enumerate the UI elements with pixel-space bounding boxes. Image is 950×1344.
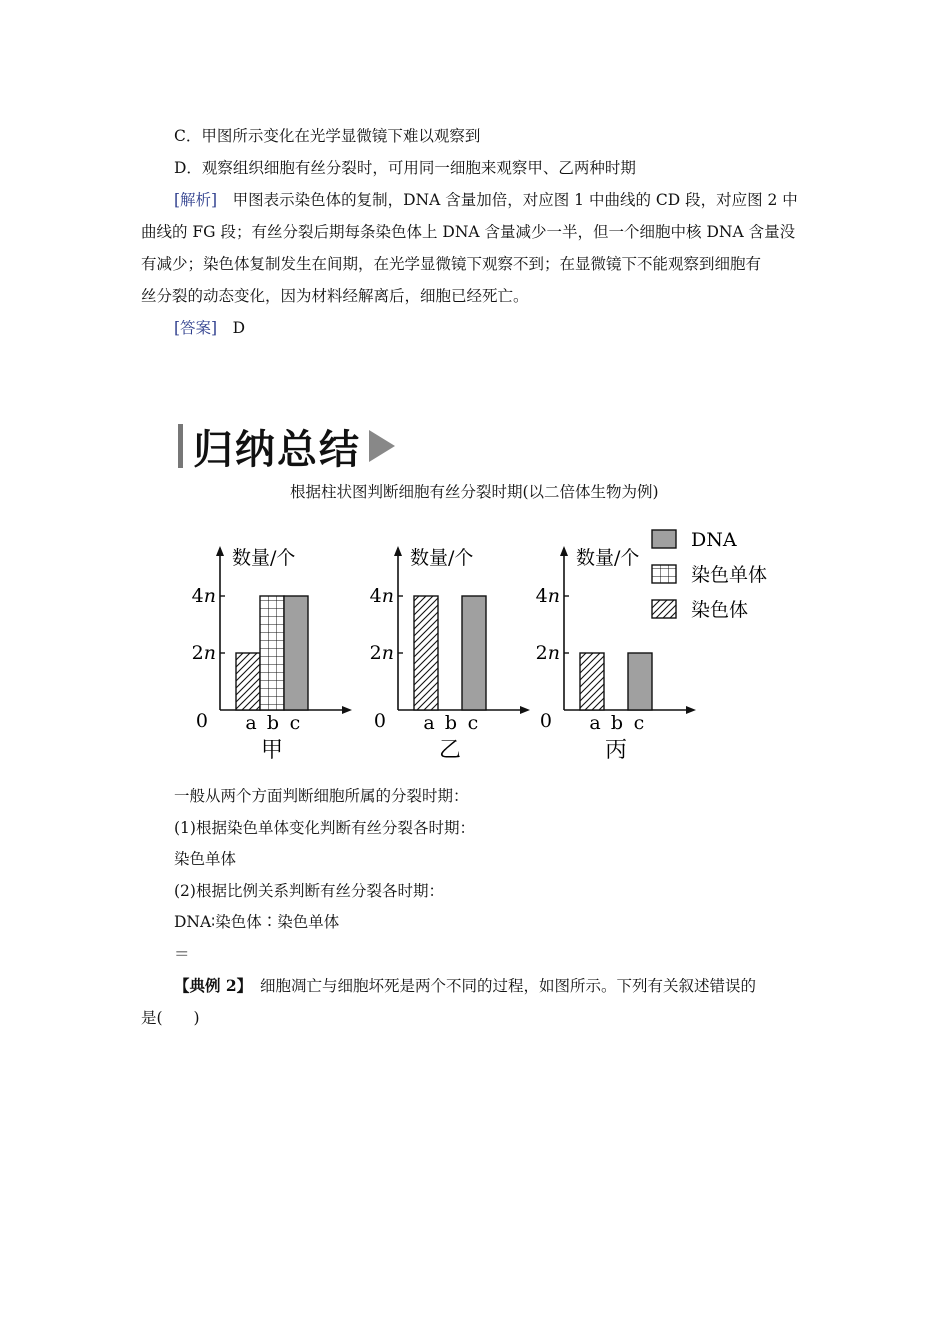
y-axis-label: 数量/个	[232, 547, 296, 569]
text-item-1-sub: 染色单体	[174, 850, 237, 868]
x-axis-arrow	[342, 706, 352, 714]
answer-tag: [答案]	[174, 319, 218, 337]
y-tick-label: 4n	[535, 585, 560, 607]
y-tick-label: 2n	[191, 642, 216, 664]
analysis-line-4: 丝分裂的动态变化，因为材料经解离后，细胞已经死亡。	[141, 287, 529, 305]
y-tick-label: 2n	[535, 642, 560, 664]
legend-label: 染色单体	[691, 564, 768, 586]
y-axis-label: 数量/个	[410, 547, 474, 569]
example-tag: 【典例 2】	[174, 976, 245, 995]
bar-a	[236, 653, 260, 710]
text-item-2: (2)根据比例关系判断有丝分裂各时期：	[174, 882, 444, 900]
x-tick-label: a	[423, 712, 435, 734]
bar-c	[462, 596, 486, 710]
option-c: C．甲图所示变化在光学显微镜下难以观察到	[174, 127, 481, 145]
bar-c	[284, 596, 308, 710]
y-tick-label: 4n	[369, 585, 394, 607]
example-line-1	[174, 976, 756, 996]
bar-a	[414, 596, 438, 710]
y-axis-arrow	[216, 546, 224, 556]
figure-caption: 根据柱状图判断细胞有丝分裂时期(以二倍体生物为例)	[290, 483, 659, 501]
x-tick-label: b	[266, 712, 280, 734]
x-tick-label: a	[589, 712, 601, 734]
analysis-tag: [解析]	[174, 191, 218, 209]
text-item-1: (1)根据染色单体变化判断有丝分裂各时期：	[174, 819, 475, 837]
x-tick-label: c	[467, 712, 479, 734]
bar-c	[628, 653, 652, 710]
heading-bar	[178, 424, 183, 468]
bar-chart-figure	[180, 520, 780, 770]
panel-name: 乙	[438, 738, 462, 763]
text-intro: 一般从两个方面判断细胞所属的分裂时期：	[174, 787, 469, 805]
bar-b	[260, 596, 284, 710]
example-text-1: 细胞凋亡与细胞坏死是两个不同的过程，如图所示。下列有关叙述错误的	[259, 977, 756, 995]
answer-value: D	[232, 319, 246, 337]
legend-swatch-b	[652, 565, 676, 583]
origin-label: 0	[373, 710, 386, 732]
summary-heading	[178, 422, 395, 473]
bar-a	[580, 653, 604, 710]
summary-heading-text: 归纳总结	[193, 426, 361, 473]
analysis-line-2: 曲线的 FG 段；有丝分裂后期每条染色体上 DNA 含量减少一半，但一个细胞中核 DNA 含量没	[141, 223, 796, 241]
x-axis-arrow	[520, 706, 530, 714]
y-axis-arrow	[394, 546, 402, 556]
x-axis-arrow	[686, 706, 696, 714]
analysis-line-1	[174, 190, 798, 210]
panel-name: 丙	[604, 738, 628, 763]
legend-swatch-c	[652, 530, 676, 548]
y-axis-arrow	[560, 546, 568, 556]
answer-line	[174, 318, 245, 338]
legend-label: 染色体	[691, 599, 749, 621]
y-tick-label: 4n	[191, 585, 216, 607]
x-tick-label: a	[245, 712, 257, 734]
y-axis-label: 数量/个	[576, 547, 640, 569]
legend-swatch-a	[652, 600, 676, 618]
x-tick-label: b	[444, 712, 458, 734]
origin-label: 0	[539, 710, 552, 732]
analysis-line-3: 有减少；染色体复制发生在间期，在光学显微镜下观察不到；在显微镜下不能观察到细胞有	[141, 255, 762, 273]
x-tick-label: c	[289, 712, 301, 734]
example-line-2: 是( )	[141, 1009, 200, 1027]
x-tick-label: c	[633, 712, 645, 734]
option-d: D．观察组织细胞有丝分裂时，可用同一细胞来观察甲、乙两种时期	[174, 159, 636, 177]
y-tick-label: 2n	[369, 642, 394, 664]
panel-name: 甲	[260, 738, 284, 763]
legend-label: DNA	[691, 529, 737, 551]
origin-label: 0	[195, 710, 208, 732]
play-arrow-icon	[369, 430, 395, 462]
text-item-2-sub: DNA∶染色体∶染色单体	[174, 913, 340, 931]
analysis-text-1: 甲图表示染色体的复制，DNA 含量加倍，对应图 1 中曲线的 CD 段，对应图 2 中	[232, 191, 798, 209]
x-tick-label: b	[610, 712, 624, 734]
text-equals: ＝	[174, 945, 190, 963]
